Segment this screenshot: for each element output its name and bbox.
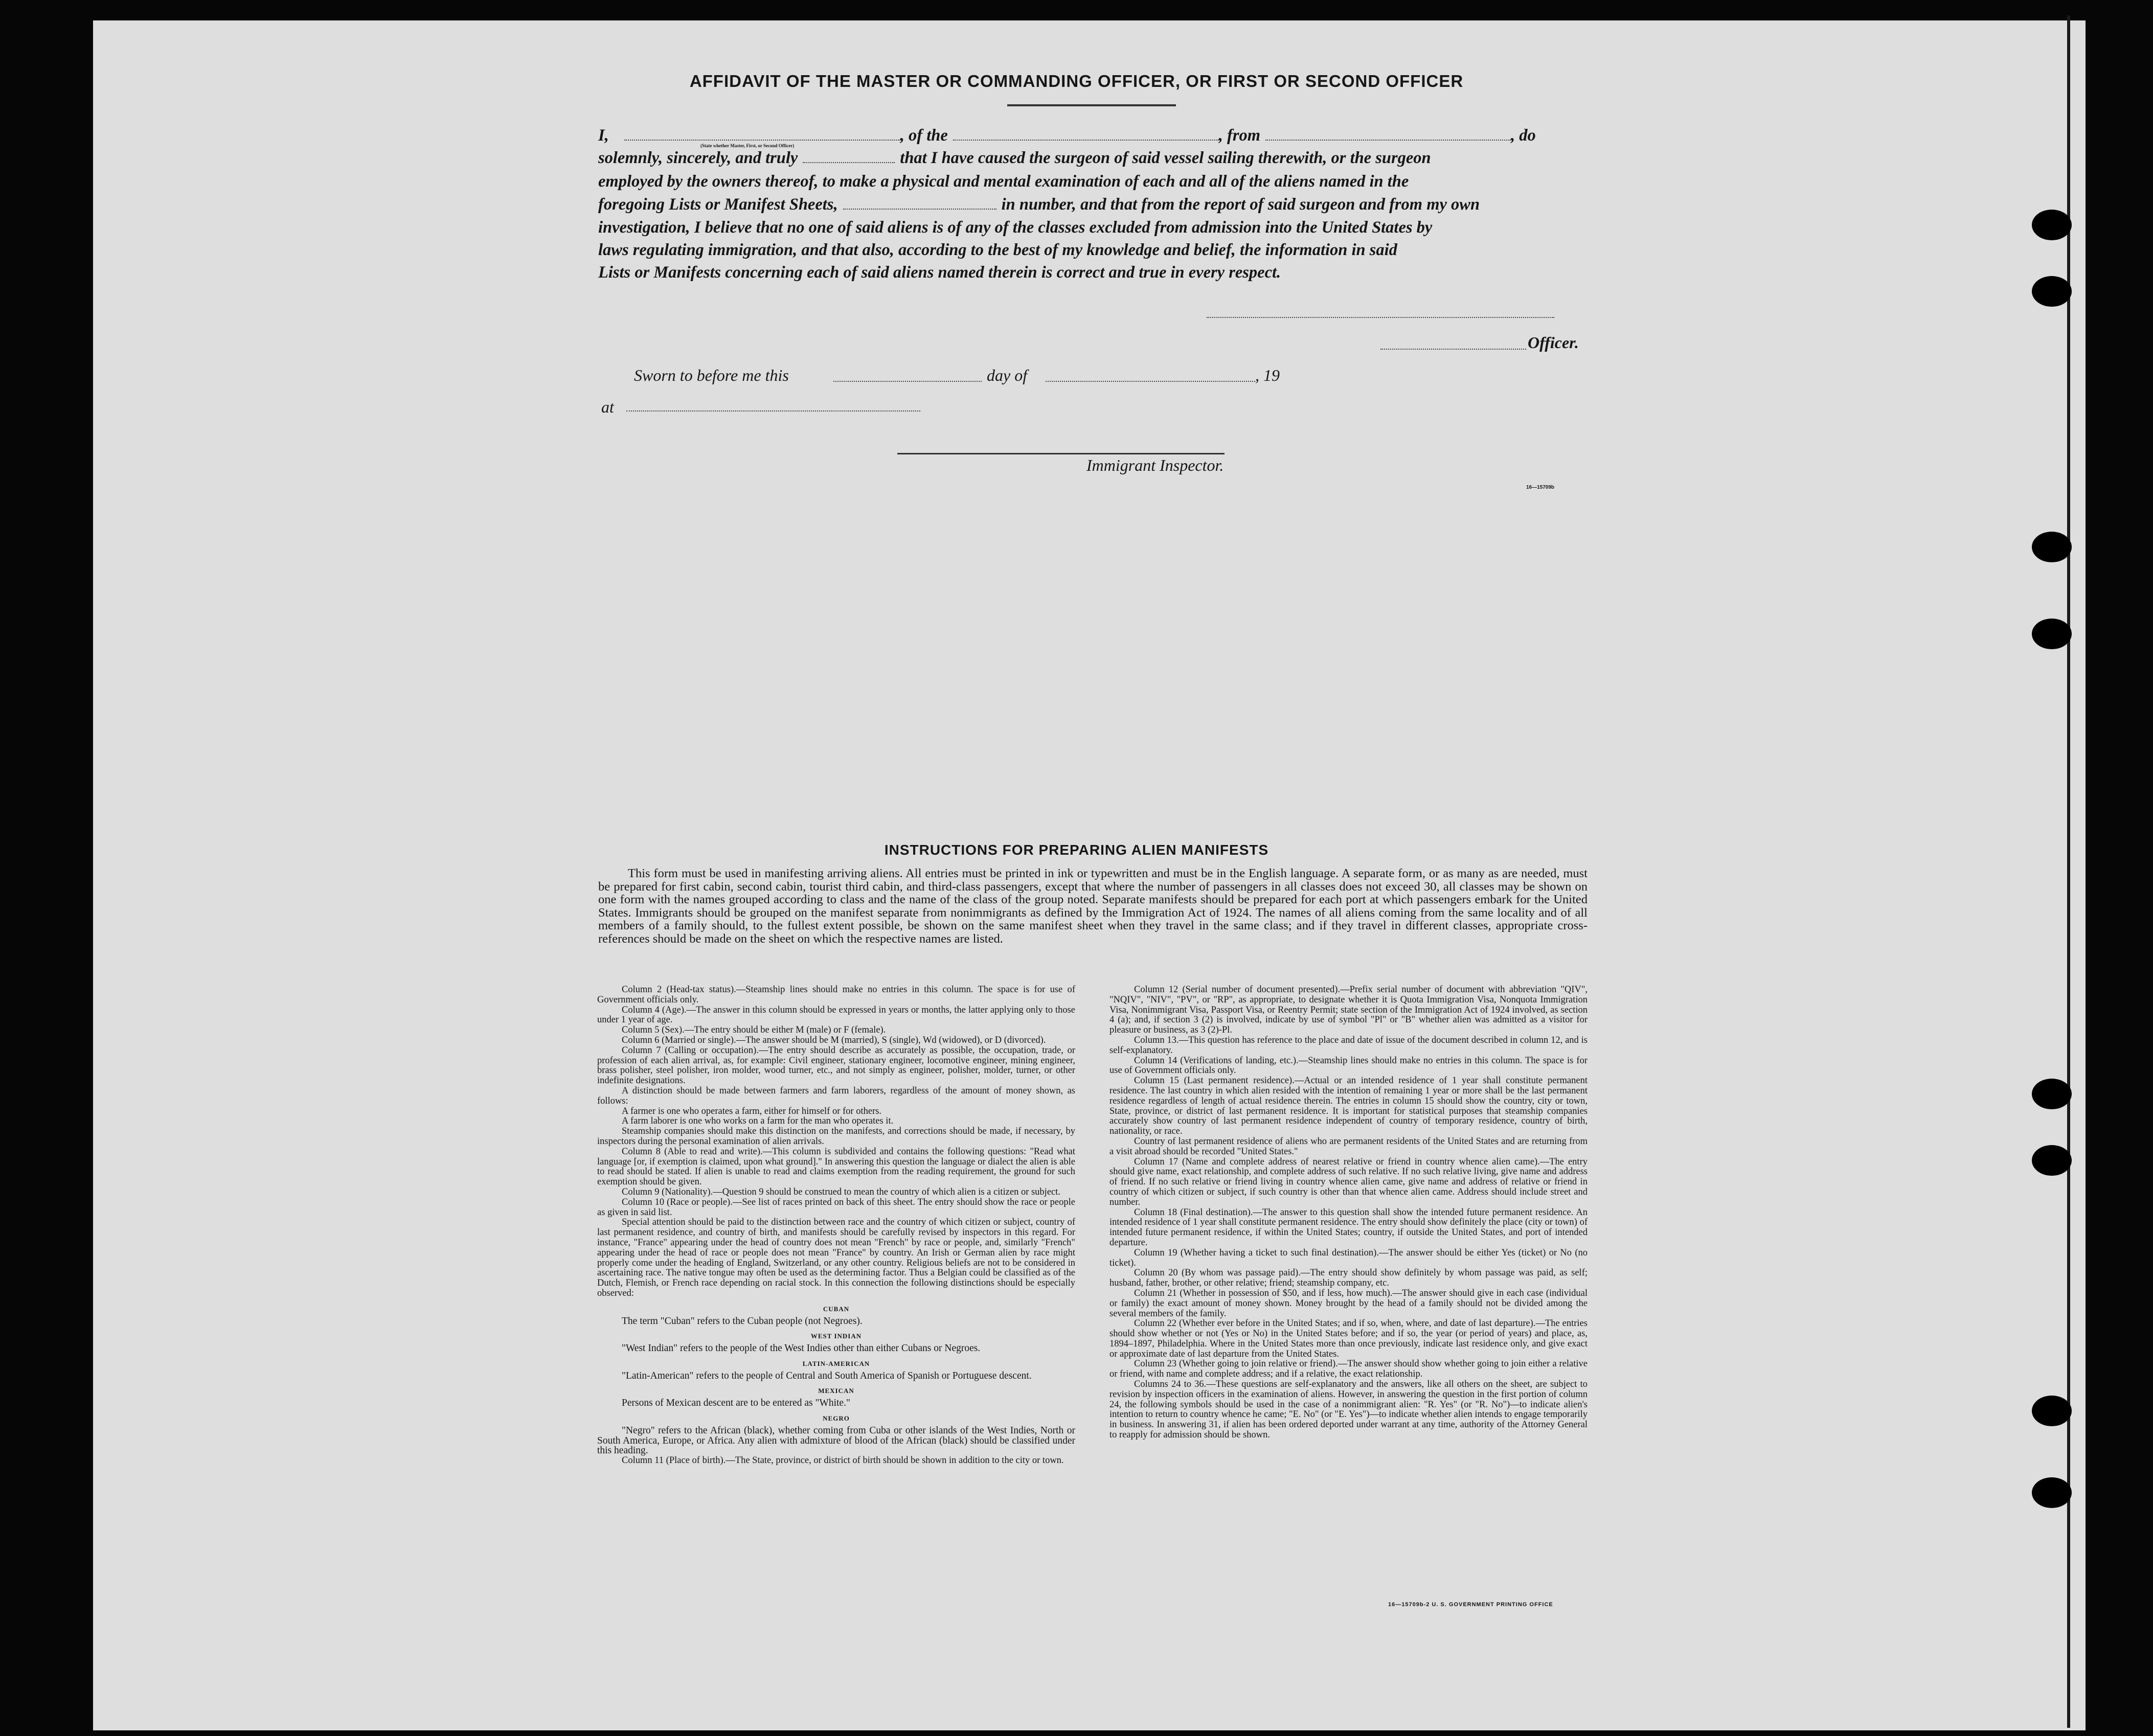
form-number: 16—15709b	[1526, 485, 1555, 490]
sworn-place-field[interactable]	[626, 410, 920, 412]
left-para: Column 6 (Married or single).—The answer should be M (married), S (single), Wd (widowed), or D (divorced).	[622, 1035, 1046, 1045]
line4-b: in number, and that from the report of said surgeon and from my own	[1001, 195, 1480, 214]
line2-b: that I have caused the surgeon of said vessel sailing therewith, or the surgeon	[900, 149, 1431, 167]
right-para: Column 23 (Whether going to join relative or friend).—The answer should show whether going to join either a relative or friend, with name and complete address; and if a relative, the exact relationship.	[1109, 1359, 1588, 1380]
right-para: Column 17 (Name and complete address of nearest relative or friend in country whence alien came).—The entry should give name, exact relationship, and complete address of such relative. If no such relative living, give name and address of friend. If no such relative or friend living in country whence alien came, give name and address of relative or friend in country of which citizen or subject, if such country is other than that whence alien came. Address should include street and number.	[1109, 1156, 1588, 1207]
west-indian-heading: WEST INDIAN	[810, 1332, 862, 1340]
punch-hole	[2032, 1145, 2072, 1176]
word-of-the: , of the	[900, 126, 948, 145]
word-do: , do	[1511, 126, 1536, 145]
mexican-text: Persons of Mexican descent are to be entered as "White."	[622, 1398, 850, 1409]
blank-field[interactable]	[803, 149, 895, 163]
instructions-right-column	[1109, 985, 1588, 1441]
sworn-day-field[interactable]	[833, 381, 982, 382]
affidavit-title: AFFIDAVIT OF THE MASTER OR COMMANDING OFFICER, OR FIRST OR SECOND OFFICER	[689, 72, 1464, 90]
left-para: Steamship companies should make this distinction on the manifests, and corrections should be made, if necessary, by inspectors during the personal examination of alien arrivals.	[597, 1126, 1075, 1147]
west-indian-text: "West Indian" refers to the people of the West Indies other than either Cubans or Negroes.	[622, 1343, 981, 1354]
left-para: Column 9 (Nationality).—Question 9 should be construed to mean the country of which alien is a citizen or subject.	[622, 1186, 1061, 1197]
affidavit-line-3: employed by the owners thereof, to make a physical and mental examination of each and all of the aliens named in the	[598, 172, 1409, 191]
officer-signature-line[interactable]	[1380, 349, 1526, 350]
year-label: , 19	[1255, 366, 1280, 384]
punch-hole	[2032, 619, 2072, 649]
right-para: Column 22 (Whether ever before in the United States; and if so, when, where, and date of last departure).—The entries should show whether or not (Yes or No) in the United States before; and if so, the year (or period of years) and place, as, 1894–1897, Philadelphia. Where in the United States more than once previously, indicate last residence only, and give exact or approximate date of last departure from the United States.	[1109, 1318, 1588, 1359]
affidavit-line-5: investigation, I believe that no one of said aliens is of any of the classes excluded from admission into the United States by	[598, 218, 1433, 237]
punch-hole	[2032, 532, 2072, 562]
right-para: Column 19 (Whether having a ticket to such final destination).—The answer should be either Yes (ticket) or No (no ticket).	[1109, 1247, 1588, 1268]
right-para: Column 12 (Serial number of document presented).—Prefix serial number of document with abbreviation "QIV", "NQIV", "NIV", "PV", or "RP", as appropriate, to designate whether it is Quota Immigration Visa, Nonquota Immigration Visa, Nonimmigrant Visa, Passport Visa, or Reentry Permit; state section of the Immigration Act of 1924 involved, as section 4 (a); and, if section 3 (2) is involved, indicate by use of symbol "Pl" or "B" whether alien was admitted as a visitor for pleasure or business, as 3 (2)-Pl.	[1109, 985, 1588, 1036]
left-para: A distinction should be made between farmers and farm laborers, regardless of the amount of money shown, as follows:	[597, 1085, 1075, 1106]
column-11-text: Column 11 (Place of birth).—The State, province, or district of birth should be shown in addition to the city or town.	[622, 1455, 1064, 1466]
sheets-count-field[interactable]	[843, 195, 996, 210]
day-of-label: day of	[987, 366, 1028, 384]
sheet-edge	[2067, 15, 2070, 1728]
officer-label: Officer.	[1528, 333, 1579, 352]
from-field[interactable]	[1265, 126, 1511, 141]
negro-heading: NEGRO	[823, 1414, 850, 1423]
right-para: Column 14 (Verifications of landing, etc.).—Steamship lines should make no entries in this column. The space is for use of Government officials only.	[1109, 1055, 1588, 1076]
affidavit-line-2	[598, 146, 1621, 170]
inspector-signature-line[interactable]	[897, 453, 1225, 454]
left-para: Column 10 (Race or people).—See list of races printed on back of this sheet. The entry should show the race or people as given in said list.	[597, 1197, 1075, 1218]
left-para: Column 8 (Able to read and write).—This column is subdivided and contains the following questions: "Read what language [or, if exemption is claimed, upon what ground]." In answering this question the language or dialect the alien is able to read should be stated. If alien is unable to read and claims exemption from the reading requirement, the ground for such exemption should be given.	[597, 1146, 1075, 1187]
left-para: Column 5 (Sex).—The entry should be either M (male) or F (female).	[622, 1025, 886, 1036]
word-i: I,	[598, 126, 609, 145]
left-para: Column 2 (Head-tax status).—Steamship lines should make no entries in this column. The space is for use of Government officials only.	[597, 985, 1075, 1005]
right-para: Column 21 (Whether in possession of $50, and if less, how much).—The answer should give in each case (individual or family) the exact amount of money shown. Money brought by the head of a family should not be divided among the several members of the family.	[1109, 1288, 1588, 1319]
officer-rank-note: (State whether Master, First, or Second Officer)	[700, 143, 795, 148]
left-para: A farmer is one who operates a farm, either for himself or for others.	[622, 1106, 882, 1116]
right-para: Column 13.—This question has reference to the place and date of issue of the document described in column 12, and is self-explanatory.	[1109, 1035, 1588, 1056]
right-para: Country of last permanent residence of aliens who are permanent residents of the United States and are returning from a visit abroad should be recorded "United States."	[1109, 1136, 1588, 1157]
signature-line[interactable]	[1207, 317, 1554, 318]
right-para: Columns 24 to 36.—These questions are self-explanatory and the answers, like all others on the sheet, are subject to revision by inspection officers in the examination of aliens. However, in answering the question in the first portion of column 24, the following symbols should be used in the case of a nonimmigrant alien: "R. Yes" (or "R. No")—to indicate alien's intention to return to country whence he came; "E. No" (or "E. Yes")—to indicate whether alien intends to engage temporarily in business. In answering 31, if alien has been ordered deported under warrant at any time, authority of the Attorney General to reapply for admission should be shown.	[1109, 1379, 1588, 1441]
affidavit-line-7: Lists or Manifests concerning each of said aliens named therein is correct and true in every respect.	[598, 263, 1281, 282]
instructions-title: INSTRUCTIONS FOR PREPARING ALIEN MANIFESTS	[884, 842, 1269, 858]
punch-hole	[2032, 276, 2072, 307]
printing-office-footer: 16—15709b-2 U. S. GOVERNMENT PRINTING OFFICE	[1388, 1602, 1553, 1608]
right-para: Column 15 (Last permanent residence).—Actual or an intended residence of 1 year shall constitute permanent residence. The last country in which alien resided with the intention of remaining 1 year or more shall be the last permanent residence regardless of length of actual residence therein. The entries in column 15 should show the country, city or town, State, province, or district of last permanent residence. It is important for statistical purposes that steamship companies accurately show country of last permanent residence independent of country of temporary residence, country of birth, nationality, or race.	[1109, 1076, 1588, 1137]
negro-text: "Negro" refers to the African (black), whether coming from Cuba or other islands of the West Indies, North or South America, Europe, or Africa. Any alien with admixture of blood of the African (black) should be classified under this heading.	[597, 1425, 1075, 1456]
left-para: Special attention should be paid to the distinction between race and the country of which citizen or subject, country of last permanent residence, and country of birth, and manifests should be carefully revised by inspectors in this regard. For instance, "France" appearing under the head of country does not mean "French" by race or people, and, similarly "French" appearing under the head of race or people does not mean "France" by country. An Irish or German alien by race might properly come under the heading of England, Switzerland, or any other country. Religious beliefs are not to be considered in ascertaining race. The native tongue may often be used as the determining factor. Thus a Belgian could be classified as of the Dutch, Flemish, or French race depending on racial stock. In this connection the following distinctions should be especially observed:	[597, 1217, 1075, 1298]
punch-hole	[2032, 1477, 2072, 1508]
left-para: A farm laborer is one who works on a farm for the man who operates it.	[622, 1116, 894, 1127]
title-rule	[1007, 104, 1176, 106]
vessel-field[interactable]	[953, 126, 1219, 141]
left-para: Column 7 (Calling or occupation).—The entry should describe as accurately as possible, the occupation, trade, or profession of each alien arrival, as, for example: Civil engineer, stationary engineer, locomotive engineer, mining engineer, brass polisher, steel polisher, iron molder, wood turner, etc., and not simply as engineer, polisher, molder, turner, or other indefinite designations.	[597, 1045, 1075, 1086]
punch-hole	[2032, 1079, 2072, 1109]
mexican-heading: MEXICAN	[818, 1387, 854, 1395]
line4-a: foregoing Lists or Manifest Sheets,	[598, 195, 838, 214]
at-label: at	[601, 398, 614, 416]
word-from: , from	[1218, 126, 1261, 145]
affidavit-line-6: laws regulating immigration, and that also, according to the best of my knowledge and belief, the information in said	[598, 241, 1397, 259]
officer-rank-field[interactable]	[624, 126, 900, 141]
inspector-label: Immigrant Inspector.	[1086, 456, 1224, 474]
left-para: Column 4 (Age).—The answer in this column should be expressed in years or months, the latter applying only to those under 1 year of age.	[597, 1004, 1075, 1025]
instructions-intro: This form must be used in manifesting arriving aliens. All entries must be printed in ink or typewritten and must be in the English language. A separate form, or as many as are needed, must be prepared for first cabin, second cabin, tourist third cabin, and third-class passengers, except that where the number of passengers in all classes does not exceed 30, all classes may be shown on one form with the names grouped according to class and the name of the class of the group noted. Separate manifests should be prepared for each port at which passengers embark for the United States. Immigrants should be grouped on the manifest separate from nonimmigrants as defined by the Immigration Act of 1924. The names of all aliens coming from the same locality and of all members of a family should, to the fullest extent possible, be shown on the same manifest sheet when they travel in the same class; and if they travel in different classes, appropriate cross-references should be made on the sheet on which the respective names are listed.	[598, 866, 1588, 946]
latin-american-heading: LATIN-AMERICAN	[802, 1359, 870, 1367]
punch-hole	[2032, 1396, 2072, 1426]
right-para: Column 20 (By whom was passage paid).—The entry should show definitely by whom passage was paid, as self; husband, father, brother, or other relative; friend; steamship company, etc.	[1109, 1268, 1588, 1289]
affidavit-line-4	[598, 193, 1621, 216]
cuban-heading: CUBAN	[823, 1305, 850, 1313]
sworn-month-field[interactable]	[1046, 381, 1255, 382]
sworn-label: Sworn to before me this	[634, 366, 789, 384]
instructions-left-column	[597, 985, 1075, 1466]
punch-hole	[2032, 210, 2072, 240]
cuban-text: The term "Cuban" refers to the Cuban people (not Negroes).	[622, 1315, 863, 1327]
latin-american-text: "Latin-American" refers to the people of Central and South America of Spanish or Portuguese descent.	[622, 1370, 1032, 1381]
line2-a: solemnly, sincerely, and truly	[598, 149, 798, 167]
right-para: Column 18 (Final destination).—The answer to this question shall show the intended future permanent residence. An intended residence of 1 year shall constitute permanent residence. The entry should show definitely the place (city or town) of intended future permanent residence, if within the United States; country, if outside the United States, and port of intended departure.	[1109, 1207, 1588, 1248]
